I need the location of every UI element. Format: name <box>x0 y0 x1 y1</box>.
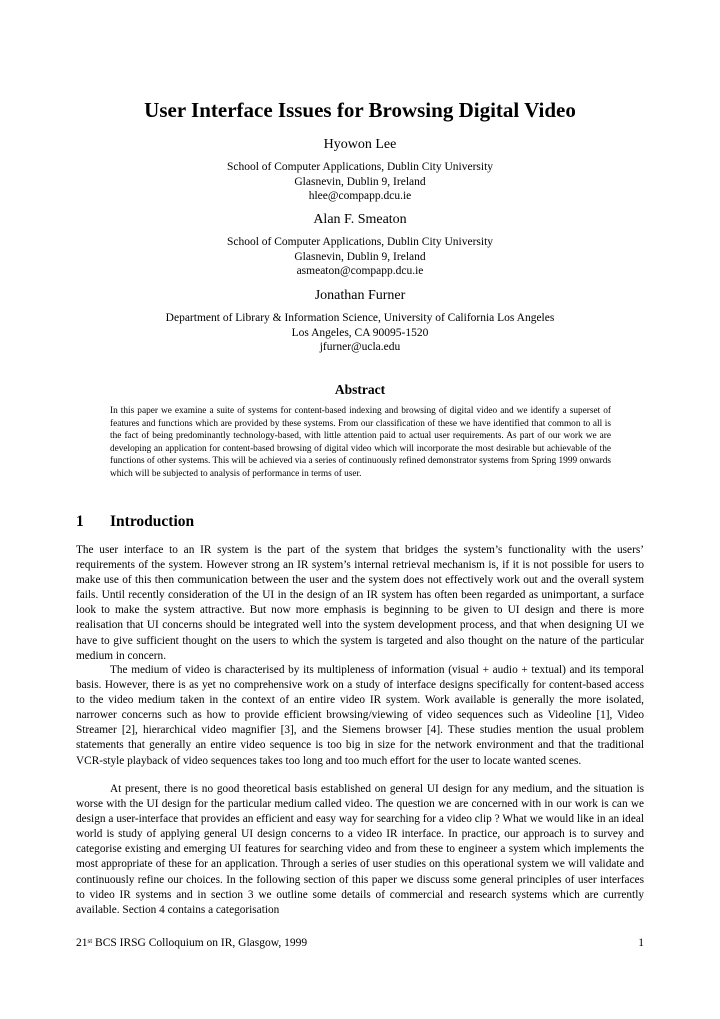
body-paragraph: The medium of video is characterised by its multipleness of information (visual + audio + textual) and its temporal basis. However, there is as yet no comprehensive work on a study of interface designs specifically for content-based access to the video medium taken in the context of an entire video IR system. Work available is generally the more isolated, narrower concerns such as how to provide efficient browsing/viewing of video sequences such as Videoline [1], Video Streamer [2], hierarchical video magnifier [3], and the Siemens browser [4]. These studies mention the usual problem statements that generally an entire video sequence is too big in size for the network environment and that the traditional VCR-style playback of video sequences takes too long and too much effort for the user to locate wanted scenes. <box>76 664 644 767</box>
section-number: 1 <box>76 513 84 530</box>
author-affiliation: School of Computer Applications, Dublin City University <box>226 236 494 248</box>
author-name: Hyowon Lee <box>323 137 397 152</box>
author-address: Glasnevin, Dublin 9, Ireland <box>294 175 426 188</box>
footer-venue-text: BCS IRSG Colloquium on IR, Glasgow, 1999 <box>92 937 308 949</box>
author-email: hlee@compapp.dcu.ie <box>308 190 412 202</box>
author-email: jfurner@ucla.edu <box>319 341 401 353</box>
footer-venue <box>76 936 307 950</box>
author-affiliation-block <box>0 160 720 204</box>
author-address: Glasnevin, Dublin 9, Ireland <box>294 250 426 263</box>
author-affiliation-block <box>0 311 720 355</box>
abstract-text: In this paper we examine a suite of systems for content-based indexing and browsing of digital video and we identify a superset of features and functions which are provided by these systems. From our classification of these we have identified that common to all is the fact of being predominantly technology-based, with little attention paid to actual user requirements. As part of our work we are developing an application for content-based browsing of digital video which will incorporate the most desirable but achievable of the functions of other systems. This will be achieved via a series of continuously refined demonstrator systems from Spring 1999 onwards which will be subjected to analysis of performance in terms of user. <box>110 406 611 479</box>
author-address: Los Angeles, CA 90095-1520 <box>291 326 429 339</box>
abstract-heading: Abstract <box>334 382 386 397</box>
footer-ordinal-number: 21 <box>76 937 88 949</box>
author-name: Alan F. Smeaton <box>313 212 407 227</box>
body-paragraph: At present, there is no good theoretical basis established on general UI design for any medium, and the situation is worse with the UI design for the particular medium called video. The question we are concerned with in our work is can we design a user-interface that provides an efficient and easy way for searching for a video clip ? What we would like in an ideal world is study of applying general UI design concerns to a video IR interface. In practice, our approach is to survey and categorise existing and emerging UI features for searching video and from these to engineer a system which implements the most appropriate of these for an application. Through a series of user studies on this operational system we will validate and continuously refine our choices. In the following section of this paper we discuss some general principles of user interfaces to video IR systems and in section 3 we outline some details of commercial and research systems which are currently available. Section 4 contains a categorisation <box>76 783 644 916</box>
paper-title: User Interface Issues for Browsing Digital Video <box>144 98 576 122</box>
page-number: 1 <box>638 937 644 949</box>
author-name: Jonathan Furner <box>314 288 406 303</box>
author-affiliation: Department of Library & Information Science, University of California Los Angeles <box>165 312 555 324</box>
author-affiliation: School of Computer Applications, Dublin City University <box>226 161 494 173</box>
author-email: asmeaton@compapp.dcu.ie <box>296 265 424 277</box>
author-affiliation-block <box>0 235 720 279</box>
section-title: Introduction <box>110 513 195 530</box>
section-heading <box>76 513 194 531</box>
footer-ordinal-suffix: st <box>87 937 93 945</box>
body-paragraph: The user interface to an IR system is the part of the system that bridges the system’s functionality with the users’ requirements of the system. However strong an IR system’s internal retrieval mechanism is, if it is not possible for users to make use of this then communication between the user and the system does not effectively work out and the overall system fails. Until recently consideration of the UI in the design of an IR system has often been regarded as unimportant, a surface look to make the system attractive. But now more emphasis is beginning to be given to UI design and there is more realisation that UI concerns should be integrated well into the system development process, and that when designing UI we have to give sufficient thought on the users to which the system is targeted and also thought on the nature of the particular medium in concern. <box>76 544 644 662</box>
